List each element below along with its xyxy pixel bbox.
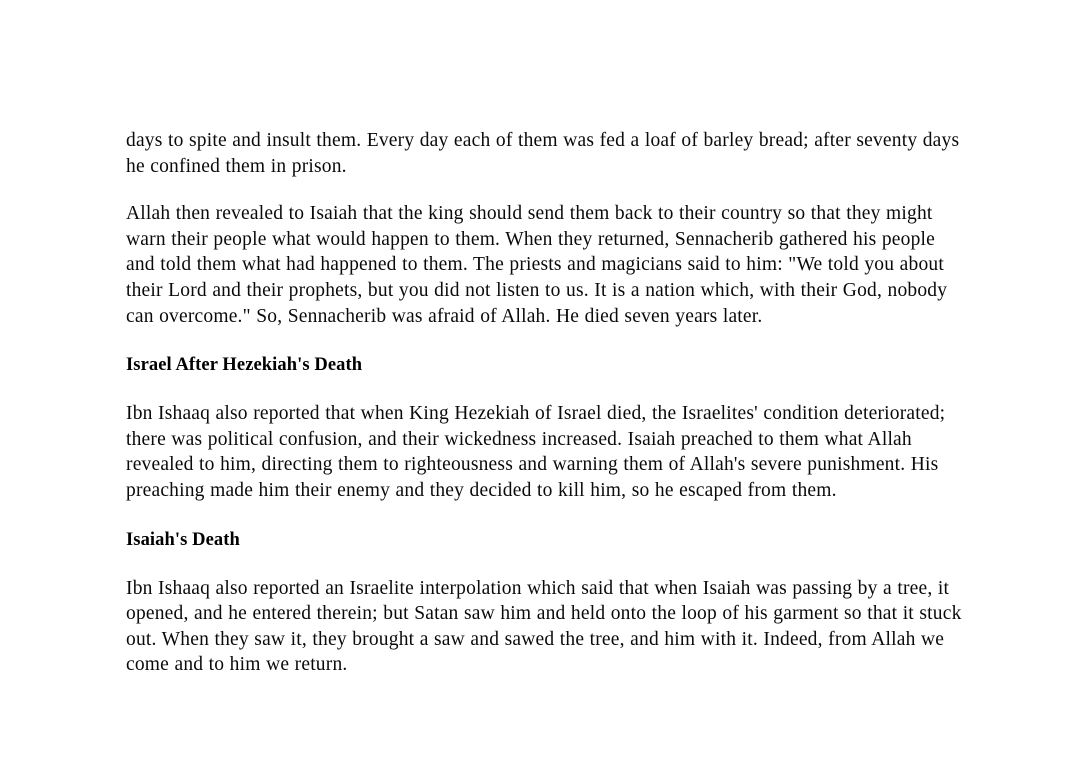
paragraph-spite-and-insult: days to spite and insult them. Every day each of them was fed a loaf of barley bread; after seventy days he confined them in prison. bbox=[126, 130, 960, 177]
document-body bbox=[126, 128, 962, 678]
heading-israel-after-hezekiahs-death: Israel After Hezekiah's Death bbox=[126, 355, 363, 376]
heading-isaiahs-death: Isaiah's Death bbox=[126, 529, 240, 550]
paragraph-allah-revealed-to-isaiah: Allah then revealed to Isaiah that the king should send them back to their country so that they might warn their people what would happen to them. When they returned, Sennacherib gathered his people and told them what had happened to them. The priests and magicians said to him: "We told you about their Lord and their prophets, but you did not listen to us. It is a nation which, with their God, nobody can overcome." So, Sennacherib was afraid of Allah. He died seven years later. bbox=[126, 203, 948, 327]
paragraph-israelites-condition-deteriorated: Ibn Ishaaq also reported that when King Hezekiah of Israel died, the Israelites' condition deteriorated; there was political confusion, and their wickedness increased. Isaiah preached to them what Allah revealed to him, directing them to righteousness and warning them of Allah's severe punishment. His preaching made him their enemy and they decided to kill him, so he escaped from them. bbox=[126, 403, 946, 501]
paragraph-isaiah-tree-interpolation: Ibn Ishaaq also reported an Israelite interpolation which said that when Isaiah was passing by a tree, it opened, and he entered therein; but Satan saw him and held onto the loop of his garment so that it stuck out. When they saw it, they brought a saw and sawed the tree, and him with it. Indeed, from Allah we come and to him we return. bbox=[126, 577, 962, 676]
